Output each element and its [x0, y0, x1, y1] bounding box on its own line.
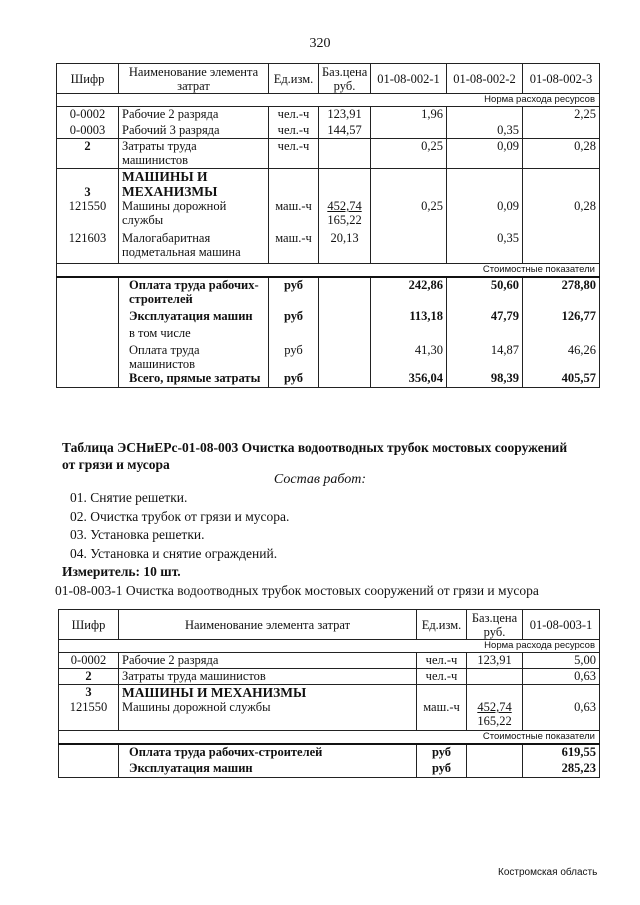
cell-name: Машины дорожной службы: [119, 700, 417, 730]
cell-name: Рабочие 2 разряда: [119, 107, 269, 123]
table-header-row: [59, 610, 600, 640]
table-caption: Таблица ЭСНиЕРс-01-08-003 Очистка водоотводных трубок мостовых сооружений от грязи и мусора: [62, 440, 568, 472]
cell-empty: [467, 685, 523, 701]
cost-row: [57, 277, 600, 309]
cell-empty: [59, 744, 119, 761]
cell-value: [371, 231, 447, 263]
work-composition-title: Состав работ:: [273, 472, 367, 487]
cost-value: 278,80: [523, 277, 600, 309]
cell-empty: [57, 309, 119, 326]
cell-unit: чел.-ч: [417, 653, 467, 669]
cell-code: 0-0003: [57, 123, 119, 139]
cost-value: 285,23: [523, 761, 600, 778]
section-row: [57, 94, 600, 107]
cell-empty: [319, 309, 371, 326]
cell-price: [319, 139, 371, 169]
col-header-price: Баз.цена руб.: [319, 64, 371, 94]
col-header-code: Шифр: [59, 610, 119, 640]
cell-price: 20,13: [319, 231, 371, 263]
cell-name: Рабочие 2 разряда: [119, 653, 417, 669]
cell-empty: [523, 685, 600, 701]
price-machinist: 165,22: [327, 213, 362, 227]
cell-empty: [523, 169, 600, 200]
section-row: [59, 730, 600, 744]
cell-value: 0,28: [523, 199, 600, 231]
cell-value: 1,96: [371, 107, 447, 123]
cell-empty: [319, 169, 371, 200]
cost-unit: руб: [417, 761, 467, 778]
cell-value: 5,00: [523, 653, 600, 669]
cell-empty: [319, 277, 371, 309]
cost-unit: руб: [269, 343, 319, 371]
cell-price: 123,91: [319, 107, 371, 123]
cost-value: 356,04: [371, 371, 447, 388]
table-row: [59, 700, 600, 730]
section-row: [59, 640, 600, 653]
cell-value: 2,25: [523, 107, 600, 123]
cost-row: [57, 326, 600, 343]
cell-price: 123,91: [467, 653, 523, 669]
cost-name: в том числе: [119, 326, 269, 343]
cell-value: 0,63: [523, 700, 600, 730]
cell-empty: [269, 169, 319, 200]
table-row: [59, 669, 600, 685]
cell-value: 0,63: [523, 669, 600, 685]
cell-value: [523, 231, 600, 263]
table-row: [57, 107, 600, 123]
cell-unit: чел.-ч: [269, 139, 319, 169]
cell-empty: [523, 326, 600, 343]
cell-value: 0,28: [523, 139, 600, 169]
cell-code: 2: [59, 669, 119, 685]
cell-unit: чел.-ч: [417, 669, 467, 685]
cell-price: 144,57: [319, 123, 371, 139]
cost-row: [59, 744, 600, 761]
cost-unit: руб: [269, 371, 319, 388]
cell-empty: [57, 277, 119, 309]
cost-value: 50,60: [447, 277, 523, 309]
price-base: 452,74: [477, 700, 512, 714]
cell-code: 3: [59, 685, 119, 701]
cost-value: 126,77: [523, 309, 600, 326]
cost-unit: руб: [417, 744, 467, 761]
table-row: [57, 169, 600, 200]
footer-region: Костромская область: [498, 867, 598, 878]
cost-value: 405,57: [523, 371, 600, 388]
cell-empty: [447, 169, 523, 200]
cost-value: 46,26: [523, 343, 600, 371]
cost-row: [57, 371, 600, 388]
cost-unit: руб: [269, 277, 319, 309]
col-header-norm-2: 01-08-002-2: [447, 64, 523, 94]
cell-name: МАШИНЫ И МЕХАНИЗМЫ: [119, 685, 417, 701]
cost-value: 41,30: [371, 343, 447, 371]
section-cost-label: Стоимостные показатели: [59, 730, 600, 744]
table-row: [57, 231, 600, 263]
section-norm-label: Норма расхода ресурсов: [59, 640, 600, 653]
cell-empty: [269, 326, 319, 343]
cell-empty: [447, 326, 523, 343]
price-machinist: 165,22: [477, 714, 512, 728]
col-header-name: Наименование элемента затрат: [119, 64, 269, 94]
cell-unit: маш.-ч: [269, 231, 319, 263]
cell-price: [467, 669, 523, 685]
cell-name: МАШИНЫ И МЕХАНИЗМЫ: [119, 169, 269, 200]
cell-empty: [371, 326, 447, 343]
section-cost-label: Стоимостные показатели: [57, 263, 600, 277]
col-header-unit: Ед.изм.: [417, 610, 467, 640]
cell-name: Рабочий 3 разряда: [119, 123, 269, 139]
cell-code: 0-0002: [59, 653, 119, 669]
cell-value: 0,09: [447, 139, 523, 169]
cell-code: 3: [57, 169, 119, 200]
col-header-norm-3: 01-08-002-3: [523, 64, 600, 94]
cell-empty: [319, 371, 371, 388]
table-row: [57, 139, 600, 169]
cost-value: 47,79: [447, 309, 523, 326]
section-row: [57, 263, 600, 277]
cost-name: Оплата труда рабочих-строителей: [119, 277, 269, 309]
cell-unit: чел.-ч: [269, 107, 319, 123]
cell-value: [447, 107, 523, 123]
cell-empty: [319, 326, 371, 343]
cost-value: 113,18: [371, 309, 447, 326]
cell-name: Затраты труда машинистов: [119, 669, 417, 685]
cost-name: Оплата труда рабочих-строителей: [119, 744, 417, 761]
page-number: 320: [309, 36, 331, 51]
work-item: 04. Установка и снятие ограждений.: [70, 546, 278, 561]
cell-value: 0,35: [447, 231, 523, 263]
cost-name: Эксплуатация машин: [119, 761, 417, 778]
table-header-row: [57, 64, 600, 94]
work-item: 01. Снятие решетки.: [70, 490, 188, 505]
col-header-norm-1: 01-08-003-1: [523, 610, 600, 640]
table-row: [57, 199, 600, 231]
cell-empty: [467, 761, 523, 778]
cell-empty: [319, 343, 371, 371]
cost-row: [57, 343, 600, 371]
table-row: [57, 123, 600, 139]
cell-empty: [371, 169, 447, 200]
work-item: 03. Установка решетки.: [70, 527, 205, 542]
col-header-code: Шифр: [57, 64, 119, 94]
cost-unit: руб: [269, 309, 319, 326]
cell-code: 121550: [59, 700, 119, 730]
cell-unit: чел.-ч: [269, 123, 319, 139]
resource-table-01-08-002: [56, 63, 600, 388]
cost-value: 98,39: [447, 371, 523, 388]
cell-name: Машины дорожной службы: [119, 199, 269, 231]
cost-name: Оплата труда машинистов: [119, 343, 269, 371]
cell-unit: маш.-ч: [269, 199, 319, 231]
cost-value: 242,86: [371, 277, 447, 309]
cell-name: Малогабаритная подметальная машина: [119, 231, 269, 263]
cell-empty: [57, 326, 119, 343]
cell-code: 121603: [57, 231, 119, 263]
cell-value: [371, 123, 447, 139]
cost-value: 619,55: [523, 744, 600, 761]
cell-empty: [57, 343, 119, 371]
cost-row: [57, 309, 600, 326]
cell-value: [523, 123, 600, 139]
cell-empty: [467, 744, 523, 761]
resource-table-01-08-003: [58, 609, 600, 778]
cost-name: Эксплуатация машин: [119, 309, 269, 326]
col-header-price: Баз.цена руб.: [467, 610, 523, 640]
cell-unit: маш.-ч: [417, 700, 467, 730]
measure-unit: Измеритель: 10 шт.: [62, 564, 181, 579]
table-row: [59, 685, 600, 701]
cell-value: 0,25: [371, 199, 447, 231]
cell-value: 0,09: [447, 199, 523, 231]
col-header-name: Наименование элемента затрат: [119, 610, 417, 640]
cell-price: [467, 700, 523, 730]
cell-name: Затраты труда машинистов: [119, 139, 269, 169]
cell-code: 121550: [57, 199, 119, 231]
cell-empty: [417, 685, 467, 701]
rate-code-line: 01-08-003-1 Очистка водоотводных трубок мостовых сооружений от грязи и мусора: [55, 583, 539, 598]
cell-empty: [57, 371, 119, 388]
cell-empty: [59, 761, 119, 778]
section-norm-label: Норма расхода ресурсов: [57, 94, 600, 107]
col-header-unit: Ед.изм.: [269, 64, 319, 94]
price-base: 452,74: [327, 199, 362, 213]
cost-name: Всего, прямые затраты: [119, 371, 269, 388]
cell-value: 0,35: [447, 123, 523, 139]
cost-value: 14,87: [447, 343, 523, 371]
col-header-norm-1: 01-08-002-1: [371, 64, 447, 94]
cost-row: [59, 761, 600, 778]
cell-code: 2: [57, 139, 119, 169]
cell-price: [319, 199, 371, 231]
cell-value: 0,25: [371, 139, 447, 169]
table-row: [59, 653, 600, 669]
cell-code: 0-0002: [57, 107, 119, 123]
work-item: 02. Очистка трубок от грязи и мусора.: [70, 509, 290, 524]
